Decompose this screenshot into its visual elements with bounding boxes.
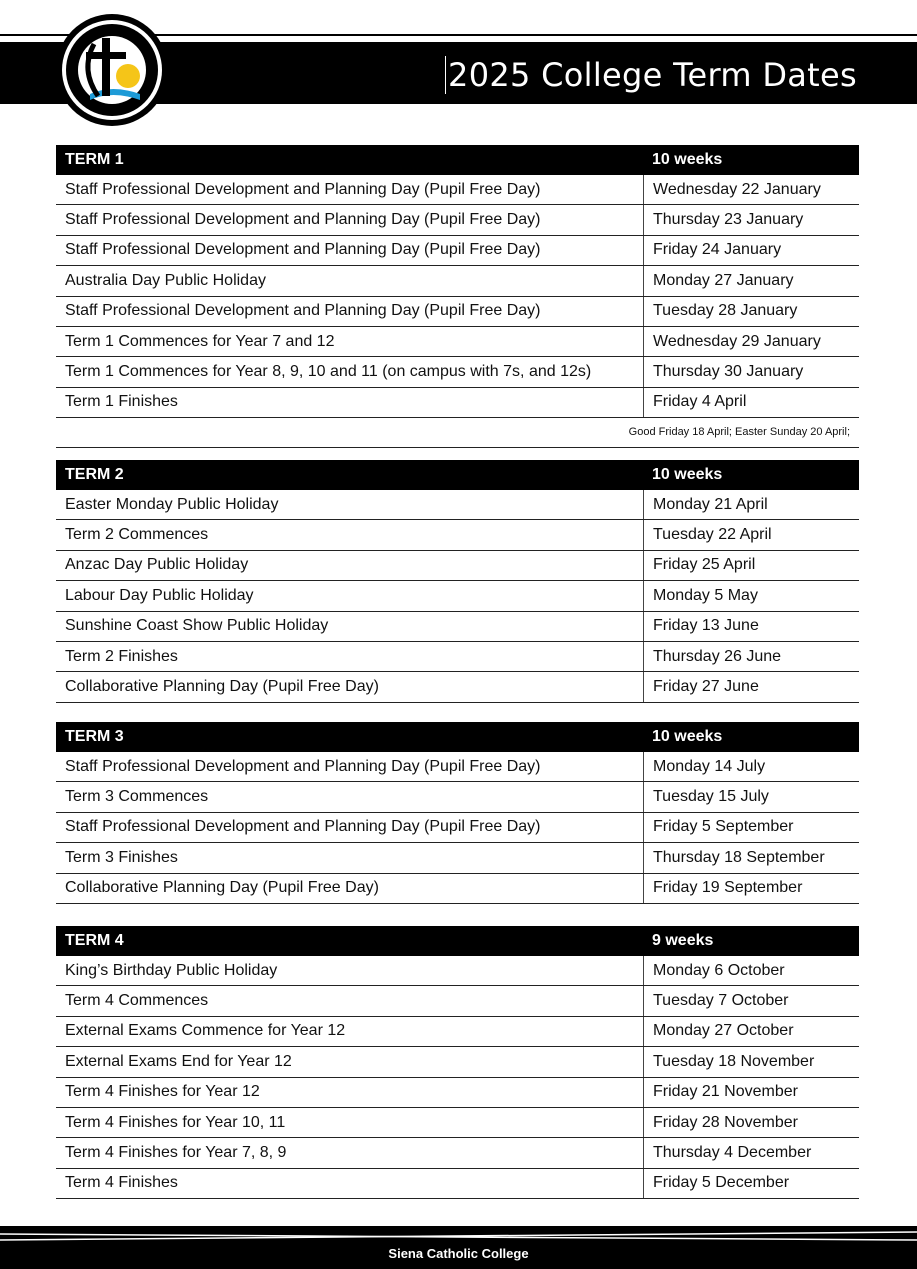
- event-date: Friday 25 April: [643, 551, 859, 580]
- event-date: Friday 13 June: [643, 612, 859, 641]
- event-date: Friday 27 June: [643, 672, 859, 701]
- event-date: Thursday 23 January: [643, 205, 859, 234]
- term-2-section: [56, 460, 859, 703]
- table-row: [56, 874, 859, 904]
- event-date: Thursday 4 December: [643, 1138, 859, 1167]
- term-header: [56, 926, 859, 956]
- event-date: Friday 28 November: [643, 1108, 859, 1137]
- table-row: [56, 175, 859, 205]
- term-name: TERM 3: [65, 728, 124, 745]
- event-text: Anzac Day Public Holiday: [65, 556, 249, 574]
- table-row: [56, 1108, 859, 1138]
- term-header: [56, 722, 859, 752]
- event-date: Monday 14 July: [643, 752, 859, 781]
- table-row: [56, 672, 859, 702]
- event-date: Wednesday 29 January: [643, 327, 859, 356]
- term-name: TERM 1: [65, 151, 124, 168]
- event-text: Sunshine Coast Show Public Holiday: [65, 617, 329, 635]
- table-row: [56, 581, 859, 611]
- event-date: Monday 27 January: [643, 266, 859, 295]
- event-text: Collaborative Planning Day (Pupil Free Day): [65, 678, 379, 696]
- event-date: Thursday 26 June: [643, 642, 859, 671]
- event-date: Friday 5 September: [643, 813, 859, 842]
- table-row: [56, 266, 859, 296]
- event-date: Tuesday 7 October: [643, 986, 859, 1015]
- event-text: Term 2 Commences: [65, 526, 209, 544]
- term-duration: 10 weeks: [652, 466, 723, 483]
- event-text: Term 4 Finishes: [65, 1174, 178, 1192]
- event-date: Monday 27 October: [643, 1017, 859, 1046]
- table-row: [56, 956, 859, 986]
- event-text: Staff Professional Development and Planning Day (Pupil Free Day): [65, 241, 541, 259]
- event-text: Staff Professional Development and Planning Day (Pupil Free Day): [65, 302, 541, 320]
- table-row: [56, 642, 859, 672]
- event-text: External Exams End for Year 12: [65, 1052, 292, 1070]
- table-row: [56, 782, 859, 812]
- event-text: Staff Professional Development and Planning Day (Pupil Free Day): [65, 180, 541, 198]
- college-logo: [50, 14, 174, 126]
- event-text: Collaborative Planning Day (Pupil Free Day): [65, 879, 379, 897]
- event-date: Monday 5 May: [643, 581, 859, 610]
- event-text: Term 4 Finishes for Year 7, 8, 9: [65, 1144, 287, 1162]
- table-row: [56, 986, 859, 1016]
- term-duration: 9 weeks: [652, 932, 714, 949]
- table-row: [56, 1017, 859, 1047]
- event-date: Tuesday 28 January: [643, 297, 859, 326]
- event-text: King’s Birthday Public Holiday: [65, 961, 278, 979]
- event-date: Monday 6 October: [643, 956, 859, 985]
- term-note: Good Friday 18 April; Easter Sunday 20 April;: [56, 418, 859, 448]
- event-date: Friday 19 September: [643, 874, 859, 903]
- event-date: Thursday 30 January: [643, 357, 859, 386]
- term-3-section: [56, 722, 859, 904]
- event-text: Term 3 Commences: [65, 788, 209, 806]
- event-text: Term 4 Commences: [65, 992, 209, 1010]
- table-row: [56, 490, 859, 520]
- term-duration: 10 weeks: [652, 151, 723, 168]
- term-name: TERM 2: [65, 466, 124, 483]
- event-text: Term 1 Commences for Year 7 and 12: [65, 332, 335, 350]
- table-row: [56, 1078, 859, 1108]
- table-row: [56, 1138, 859, 1168]
- event-text: Easter Monday Public Holiday: [65, 495, 279, 513]
- table-row: [56, 236, 859, 266]
- table-row: [56, 1169, 859, 1199]
- table-row: [56, 357, 859, 387]
- table-row: [56, 327, 859, 357]
- table-row: [56, 388, 859, 418]
- event-date: Tuesday 18 November: [643, 1047, 859, 1076]
- event-text: Staff Professional Development and Planning Day (Pupil Free Day): [65, 211, 541, 229]
- event-text: Staff Professional Development and Planning Day (Pupil Free Day): [65, 818, 541, 836]
- term-name: TERM 4: [65, 932, 124, 949]
- event-date: Tuesday 22 April: [643, 520, 859, 549]
- table-row: [56, 520, 859, 550]
- event-text: Staff Professional Development and Planning Day (Pupil Free Day): [65, 757, 541, 775]
- footer-college-name: Siena Catholic College: [388, 1246, 529, 1261]
- event-text: Labour Day Public Holiday: [65, 586, 254, 604]
- event-text: Term 4 Finishes for Year 10, 11: [65, 1113, 286, 1131]
- table-row: [56, 551, 859, 581]
- event-date: Friday 21 November: [643, 1078, 859, 1107]
- event-text: Term 3 Finishes: [65, 848, 178, 866]
- event-date: Tuesday 15 July: [643, 782, 859, 811]
- event-text: Term 4 Finishes for Year 12: [65, 1083, 260, 1101]
- event-date: Wednesday 22 January: [643, 175, 859, 204]
- table-row: [56, 205, 859, 235]
- event-date: Monday 21 April: [643, 490, 859, 519]
- event-date: Friday 5 December: [643, 1169, 859, 1198]
- table-row: [56, 297, 859, 327]
- event-text: Term 2 Finishes: [65, 647, 178, 665]
- term-1-section: [56, 145, 859, 448]
- table-row: [56, 612, 859, 642]
- event-text: External Exams Commence for Year 12: [65, 1022, 346, 1040]
- table-row: [56, 813, 859, 843]
- term-duration: 10 weeks: [652, 728, 723, 745]
- event-date: Thursday 18 September: [643, 843, 859, 872]
- term-header: [56, 145, 859, 175]
- table-row: [56, 752, 859, 782]
- page-title: 2025 College Term Dates: [445, 56, 857, 94]
- event-text: Term 1 Finishes: [65, 393, 178, 411]
- table-row: [56, 843, 859, 873]
- event-date: Friday 24 January: [643, 236, 859, 265]
- event-date: Friday 4 April: [643, 388, 859, 417]
- event-text: Term 1 Commences for Year 8, 9, 10 and 11 (on campus with 7s, and 12s): [65, 363, 592, 381]
- term-header: [56, 460, 859, 490]
- term-4-section: [56, 926, 859, 1199]
- table-row: [56, 1047, 859, 1077]
- event-text: Australia Day Public Holiday: [65, 271, 266, 289]
